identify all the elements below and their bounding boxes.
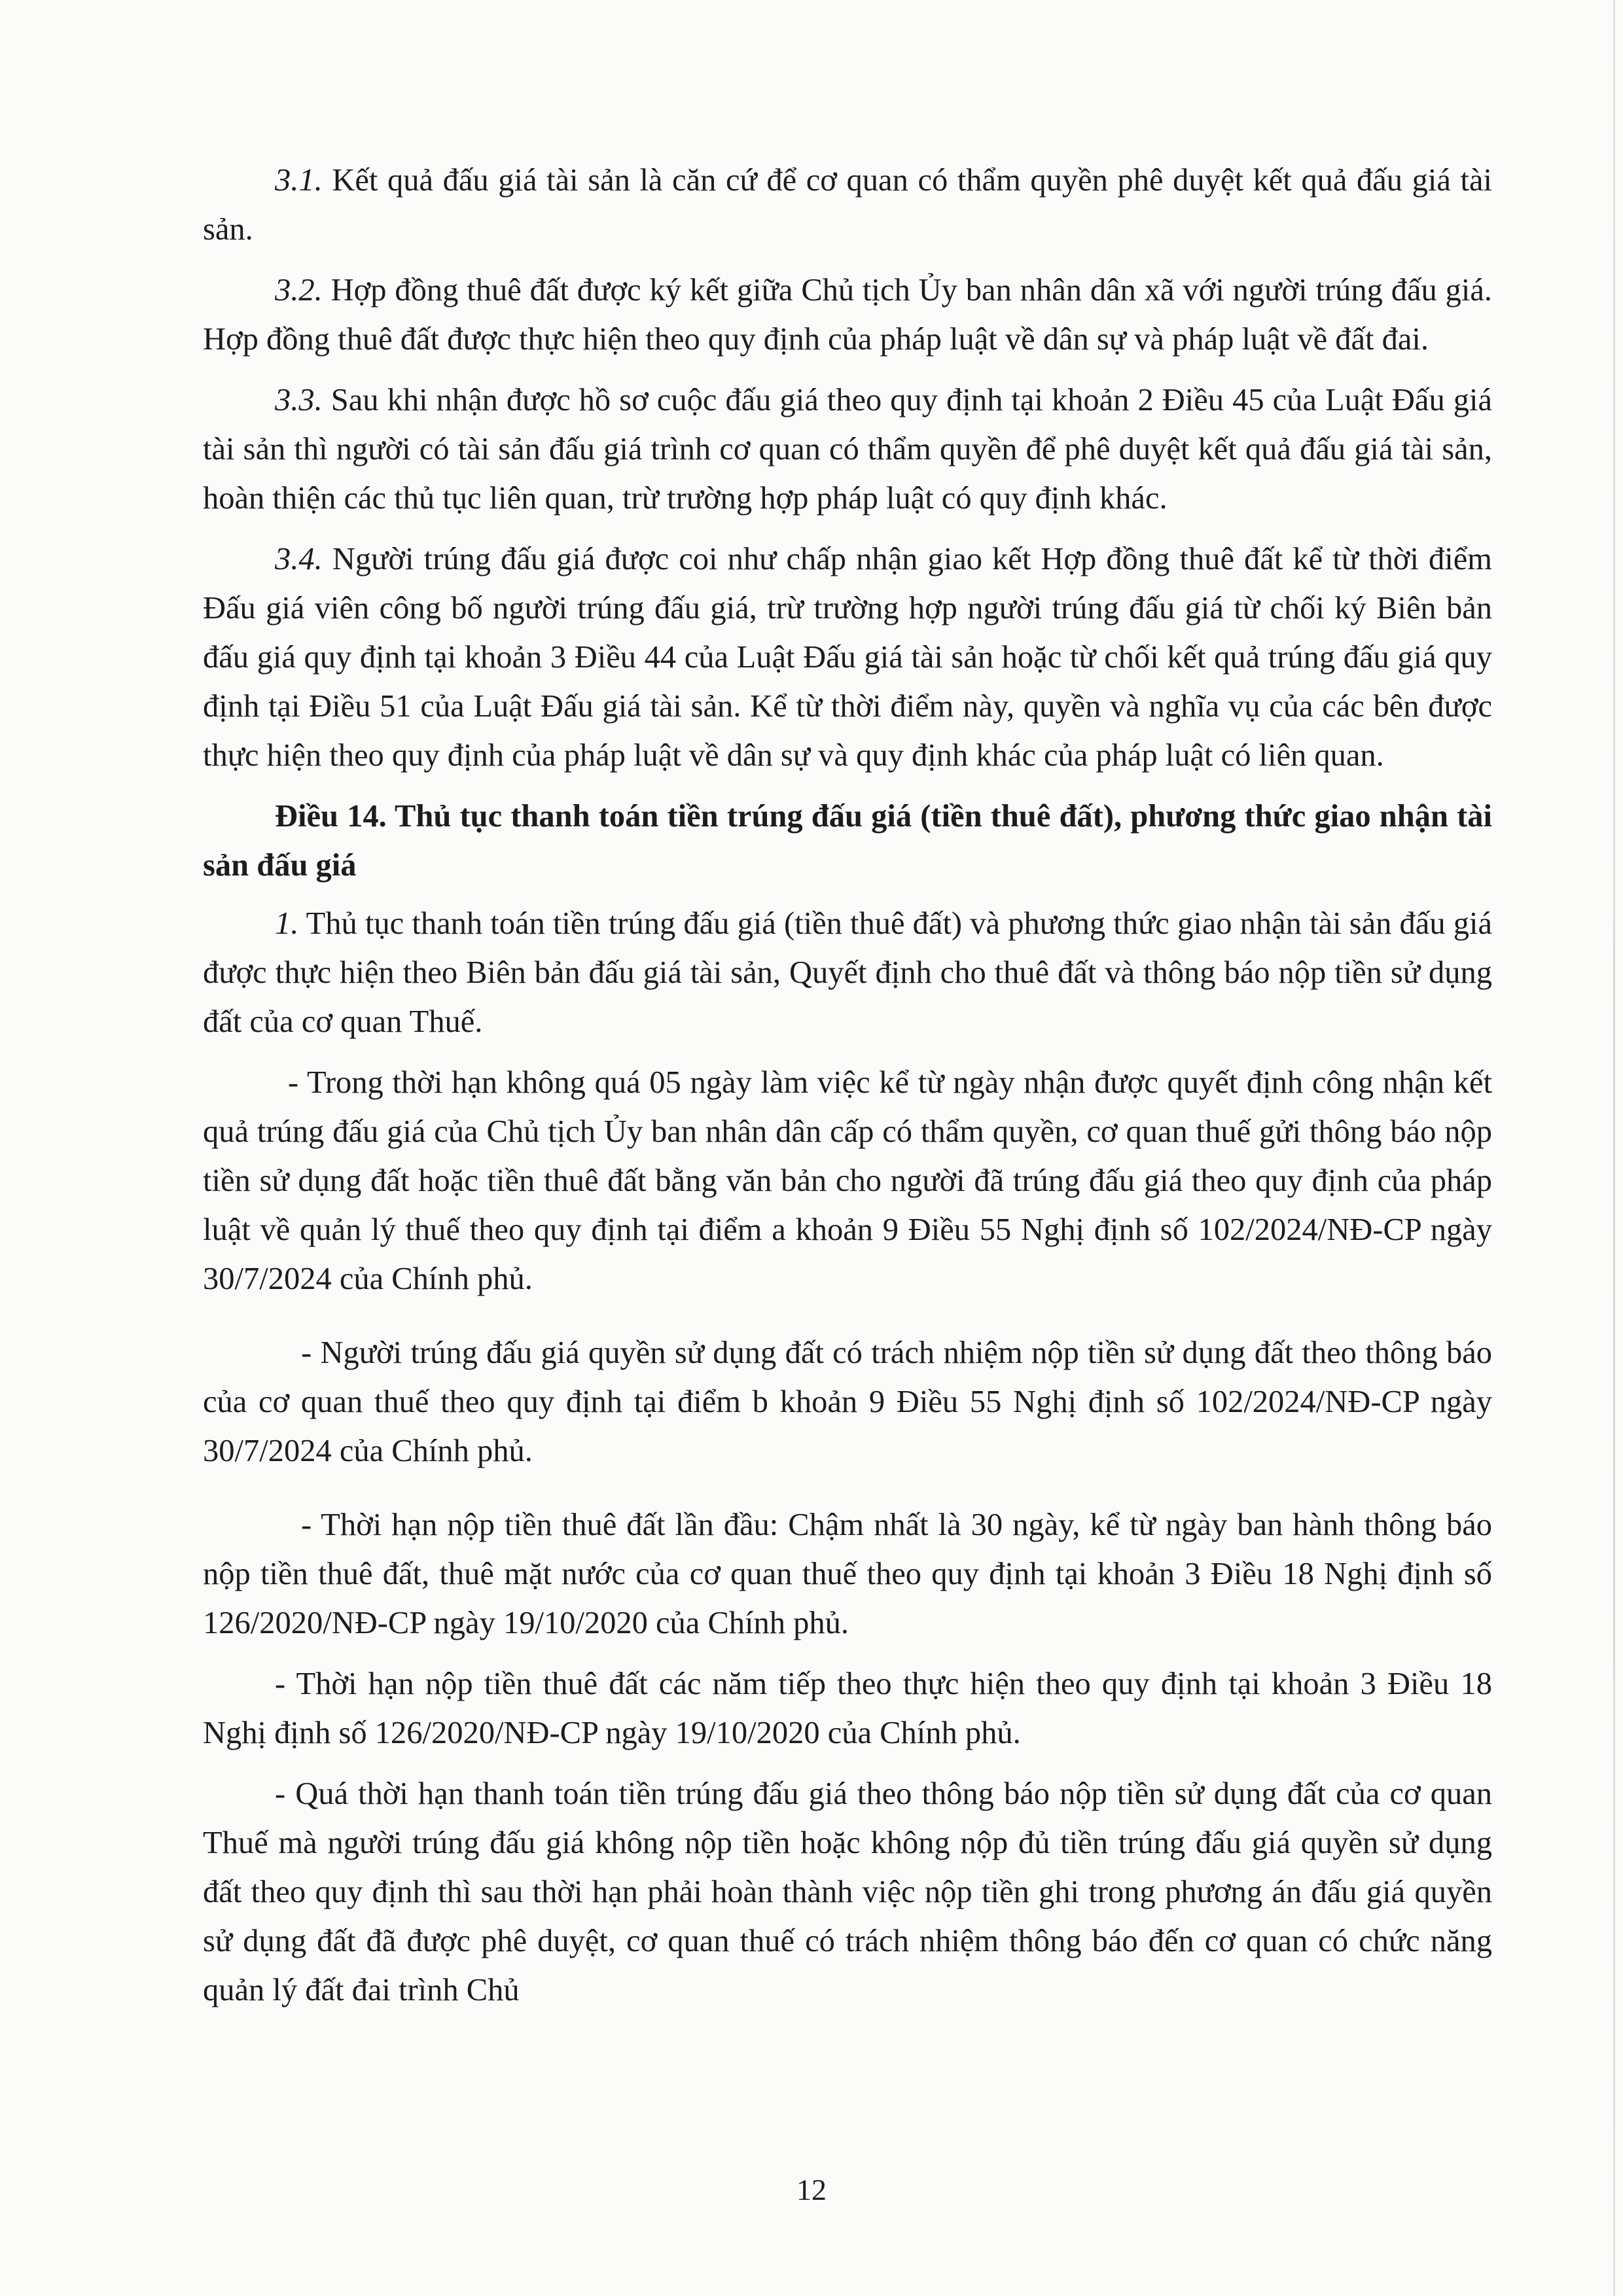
- paragraph-text: Hợp đồng thuê đất được ký kết giữa Chủ tịch Ủy ban nhân dân xã với người trúng đấu giá. Hợp đồng thuê đất được thực hiện theo quy định của pháp luật về dân sự và pháp luật về đất đai.: [203, 273, 1492, 357]
- bullet-item: - Thời hạn nộp tiền thuê đất lần đầu: Chậm nhất là 30 ngày, kể từ ngày ban hành thông báo nộp tiền thuê đất, thuê mặt nước của cơ quan thuế theo quy định tại khoản 3 Điều 18 Nghị định số 126/2020/NĐ-CP ngày 19/10/2020 của Chính phủ.: [203, 1508, 1492, 1640]
- paragraph-3-4: [203, 535, 1492, 780]
- clause-1: [203, 899, 1492, 1046]
- paragraph-text: Kết quả đấu giá tài sản là căn cứ để cơ quan có thẩm quyền phê duyệt kết quả đấu giá tài sản.: [203, 163, 1492, 247]
- bullet-item: - Quá thời hạn thanh toán tiền trúng đấu giá theo thông báo nộp tiền sử dụng đất của cơ quan Thuế mà người trúng đấu giá không nộp tiền hoặc không nộp đủ tiền trúng đấu giá quyền sử dụng đất theo quy định thì sau thời hạn phải hoàn thành việc nộp tiền ghi trong phương án đấu giá quyền sử dụng đất đã được phê duyệt, cơ quan thuế có trách nhiệm thông báo đến cơ quan có chức năng quản lý đất đai trình Chủ: [203, 1776, 1492, 2007]
- paragraph-3-2: [203, 266, 1492, 364]
- bullet-item: - Người trúng đấu giá quyền sử dụng đất có trách nhiệm nộp tiền sử dụng đất theo thông báo của cơ quan thuế theo quy định tại điểm b khoản 9 Điều 55 Nghị định số 102/2024/NĐ-CP ngày 30/7/2024 của Chính phủ.: [203, 1335, 1492, 1468]
- paragraph-3-3: [203, 376, 1492, 523]
- item-number: 3.1.: [275, 163, 323, 198]
- bullet-item: - Trong thời hạn không quá 05 ngày làm việc kể từ ngày nhận được quyết định công nhận kết quả trúng đấu giá của Chủ tịch Ủy ban nhân dân cấp có thẩm quyền, cơ quan thuế gửi thông báo nộp tiền sử dụng đất hoặc tiền thuê đất bằng văn bản cho người đã trúng đấu giá theo quy định của pháp luật về quản lý thuế theo quy định tại điểm a khoản 9 Điều 55 Nghị định số 102/2024/NĐ-CP ngày 30/7/2024 của Chính phủ.: [203, 1065, 1492, 1296]
- article-14-heading: Điều 14. Thủ tục thanh toán tiền trúng đấu giá (tiền thuê đất), phương thức giao nhận tài sản đấu giá: [203, 799, 1492, 883]
- item-number: 1.: [275, 906, 299, 941]
- page-number: 12: [796, 2173, 827, 2206]
- paragraph-text: Người trúng đấu giá được coi như chấp nhận giao kết Hợp đồng thuê đất kể từ thời điểm Đấu giá viên công bố người trúng đấu giá, trừ trường hợp người trúng đấu giá từ chối ký Biên bản đấu giá quy định tại khoản 3 Điều 44 của Luật Đấu giá tài sản hoặc từ chối kết quả trúng đấu giá quy định tại Điều 51 của Luật Đấu giá tài sản. Kể từ thời điểm này, quyền và nghĩa vụ của các bên được thực hiện theo quy định của pháp luật về dân sự và quy định khác của pháp luật có liên quan.: [203, 542, 1492, 773]
- paragraph-text: Thủ tục thanh toán tiền trúng đấu giá (tiền thuê đất) và phương thức giao nhận tài sản đấu giá được thực hiện theo Biên bản đấu giá tài sản, Quyết định cho thuê đất và thông báo nộp tiền sử dụng đất của cơ quan Thuế.: [203, 906, 1492, 1039]
- item-number: 3.2.: [275, 273, 323, 308]
- item-number: 3.4.: [275, 542, 323, 576]
- scan-edge-line: [1613, 0, 1615, 2296]
- bullet-item: - Thời hạn nộp tiền thuê đất các năm tiếp theo thực hiện theo quy định tại khoản 3 Điều 18 Nghị định số 126/2020/NĐ-CP ngày 19/10/2020 của Chính phủ.: [203, 1667, 1492, 1750]
- paragraph-text: Sau khi nhận được hồ sơ cuộc đấu giá theo quy định tại khoản 2 Điều 45 của Luật Đấu giá tài sản thì người có tài sản đấu giá trình cơ quan có thẩm quyền để phê duyệt kết quả đấu giá tài sản, hoàn thiện các thủ tục liên quan, trừ trường hợp pháp luật có quy định khác.: [203, 383, 1492, 516]
- document-body: [203, 156, 1492, 2026]
- item-number: 3.3.: [275, 383, 323, 417]
- paragraph-3-1: [203, 156, 1492, 254]
